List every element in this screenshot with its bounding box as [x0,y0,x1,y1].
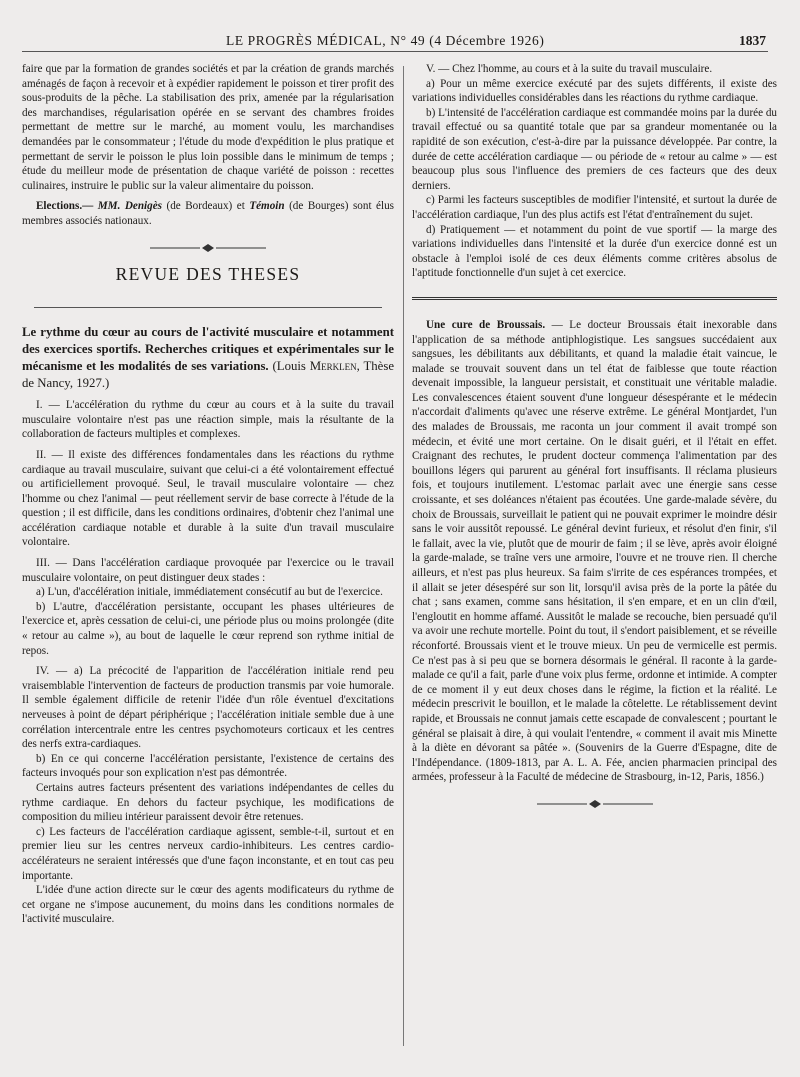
thesis-ref-pre: (Louis [268,359,310,374]
thesis-point-5a: a) Pour un même exercice exécuté par des sujets différents, il existe des variations individuelles considérables dans les réactions du rythme cardiaque. [412,77,777,105]
thesis-title: Le rythme du cœur au cours de l'activité musculaire et notamment des exercices sportifs. Recherches critiques et expérimentales sur le mécanisme et les modalités de ses variations. [22,325,394,374]
ornament-divider-icon [148,243,268,253]
thesis-point-2: II. — Il existe des différences fondamentales dans les réactions du rythme cardiaque au travail musculaire, suivant que celui-ci a été volontairement effectué ou artificiellement provoqué. Seul, le travail musculaire volontaire — chez l'homme ou chez l'animal — peut réellement servir de base correcte à l'étude de la question ; il est difficile, dans les conditions ordinaires, d'obtenir chez l'animal une accélération cardiaque notable et durable à la suite d'un travail musculaire volontaire. [22,448,394,549]
thesis-heading [22,324,394,392]
left-column [22,62,394,927]
broussais-anecdote [412,318,777,785]
intro-paragraph: faire que par la formation de grandes sociétés et par la création de grands marchés aménagés de façon à recevoir et à expédier rapidement le poisson et tirer profit des sous-produits de la pêche. La stabilisation des prix, amenée par la régularisation des marchandises, régularisation opérée en se servant des chambres froides permettant de mettre sur le marché, au moment voulu, les marchandises demandées par le consommateur ; l'étude du mode d'expédition le plus pratique et permettant de servir le poisson le plus loin possible dans le minimum de temps ; étude du meilleur mode de présentation de chaque variété de poisson : recettes culinaires, instruire le public sur la valeur alimentaire du poisson. [22,63,394,192]
thesis-point-3: III. — Dans l'accélération cardiaque provoquée par l'exercice ou le travail musculaire volontaire, on peut distinguer deux stades : [22,557,394,584]
thesis-point-5c: c) Parmi les facteurs susceptibles de modifier l'intensité, et surtout la durée de l'accélération cardiaque, l'un des plus actifs est l'état d'entraînement du sujet. [412,194,777,221]
thesis-point-5: V. — Chez l'homme, au cours et à la suite du travail musculaire. [426,63,713,75]
page-header [0,33,800,51]
elections-tail: (de Bourges) sont élus membres associés nationaux. [22,200,394,227]
header-rule [22,51,768,52]
thesis-point-3a: a) L'un, d'accélération initiale, immédiatement consécutif au but de l'exercice. [36,586,383,599]
thesis-point-5d: d) Pratiquement — et notamment du point de vue sportif — la marge des variations individuelles dans l'intensité et la durée d'un exercice donné est un obstacle à l'emploi isolé de ces deux éléments comme critères absolus de l'aptitude fonctionnelle d'un sujet à cet exercice. [412,223,777,280]
thesis-point-1: I. — L'accélération du rythme du cœur au cours et à la suite du travail musculaire volontaire n'est pas une réaction simple, mais la résultante de la collaboration de facteurs multiples et complexes. [22,399,394,441]
column-divider [403,66,404,1046]
section-separator [412,297,777,300]
thesis-point-4a: IV. — a) La précocité de l'apparition de l'accélération initiale rend peu vraisemblable l'intervention de facteurs de production transmis par voie humorale. Il semble également difficile de retenir l'idée d'un rôle éventuel d'excitations nerveuses à point de départ périphérique ; l'accélération initiale semble due à une corrélation intercentrale entre les centres psychomoteurs corticaux et les centres des nerfs extra-cardiaques. [22,665,394,751]
elections-lead: Elections.— [36,200,98,213]
elections-mid: (de Bordeaux) et [162,200,250,213]
elections-name-2: Témoin [249,200,285,213]
thesis-point-4-end: L'idée d'une action directe sur le cœur des agents modificateurs du rythme de cet organe ne s'impose aucunement, du moins dans les conditions normales de l'activité musculaire. [22,884,394,926]
elections-paragraph [22,199,394,228]
thesis-author: Merklen [309,359,357,374]
thesis-point-3b: b) L'autre, d'accélération persistante, occupant les phases ultérieures de l'exercice et, après cessation de celui-ci, une période plus ou moins prolongée (dite « retour au calme »), au bout de laquelle le cœur reprend son rythme initial de repos. [22,600,394,657]
running-title: LE PROGRÈS MÉDICAL, N° 49 (4 Décembre 1926) [226,33,545,48]
thesis-point-4c: c) Les facteurs de l'accélération cardiaque agissent, semble-t-il, surtout et en premier lieu sur les centres nerveux cardio-inhibiteurs. Les centres cardio-accélérateurs ne seraient intéressés que d'une façon inconstante, et en tout cas peu importante. [22,825,394,882]
anecdote-body: — Le docteur Broussais était inexorable dans l'application de sa méthode antiphlogistique. Les sangsues succédaient aux sangsues, les débilitants aux débilitants, et quand la maladie était vaincue, le malade se trouvait souvent dans un tel état de faiblesse que toute réaction devenait impossible, la langueur persistait, et constituait une véritable maladie. Les convalescences étaient souvent d'une longueur désespérante et le médecin n'accordait d'aliments qu'avec une réserve extrême. Le général Montjardet, l'un des malades de Broussais, me raconta un jour comment il avait trompé son médecin, et évité une mort certaine. On le disait guéri, et il l'était en effet. Craignant des rechutes, le prudent docteur commença l'alimentation par des bouillons légers qui parurent au général fort insuffisants. Il réclama plusieurs fois, et toujours inutilement. L'estomac parlait avec une énergie sans cesse croissante, et ses doléances n'étaient pas écoutées. Une garde-malade sévère, du choix de Broussais, surveillait le patient qui ne pouvait exprimer le moindre désir sans le voir aussitôt repoussé. Le général devint furieux, et résolut d'en finir, s'il le fallait, avec la vie, plutôt que de mourir de faim ; il se lève, après avoir éloigné la garde-malade, se traîne vers une armoire, l'ouvre et ne trouve rien. Il cherche ailleurs, et n'est pas plus heureux. Sa faim s'irrite de ces espérances trompées, et il allait se jeter désespéré sur son lit, lorsqu'il avisa près de la porte la pâtée du chat ; sans examen, comme sans hésitation, il s'en empare, et en un clin d'œil, l'engloutit en homme affamé. Aussitôt le malade se recouche, bien persuadé qu'il va avoir une rechute mortelle. Point du tout, il s'endort paisiblement, et se réveille réconforté. Broussais vient et le trouve mieux. Un peu de vermicelle est permis. Ce n'est pas à si peu que se bornera désormais le général. Il raconte à la garde-malade ce qu'il a fait, parle d'une voix plus ferme, ordonne et intimide. A compter de ce moment il y eut deux choses dans le régime, la fiction et la réalité. Le médecin prescrivit le bouillon, et le malade la côtelette. Le rétablissement devint rapide, et Broussais ne connut jamais cette escapade de convalescent ; pourtant le général se plaisait à dire, à qui voulait l'entendre, « comment il avait mis Minette à la diète en dévorant sa pâtée ». (Souvenirs de la Guerre d'Espagne, dite de l'Indépendance. (1809-1813, par A. L. A. Fée, ancien pharmacien principal des armées, professeur à la Faculté de médecine de Strasbourg, in-12, Paris, 1856.) [412,318,777,784]
thesis-point-4b: b) En ce qui concerne l'accélération persistante, l'existence de certains des facteurs invoqués pour son explication n'est pas démontrée. [22,752,394,780]
ornament-end-icon [535,799,655,809]
thesis-point-4b-cont: Certains autres facteurs présentent des variations indépendantes de celles du rythme cardiaque. En dehors du facteur psychique, les modifications de composition du milieu intérieur paraissent devoir être retenues. [22,781,394,824]
right-column [412,62,777,809]
elections-name-1: MM. Denigès [97,200,162,213]
thesis-ref-post: , Thèse de Nancy, 1927.) [22,359,394,391]
section-title: REVUE DES THESES [115,263,301,284]
thesis-point-5b: b) L'intensité de l'accélération cardiaque est commandée moins par la durée du travail effectué ou sa quantité totale que par sa grandeur momentanée ou la rapidité de son exécution, c'est-à-dire par la puissance développée. Par contre, la durée de cette accélération cardiaque — ou période de « retour au calme » — est beaucoup plus sous l'influence des premiers de ces facteurs que des deux derniers. [412,106,777,192]
anecdote-title: Une cure de Broussais. [426,318,546,331]
section-rule [34,307,382,308]
page-number: 1837 [739,33,766,48]
